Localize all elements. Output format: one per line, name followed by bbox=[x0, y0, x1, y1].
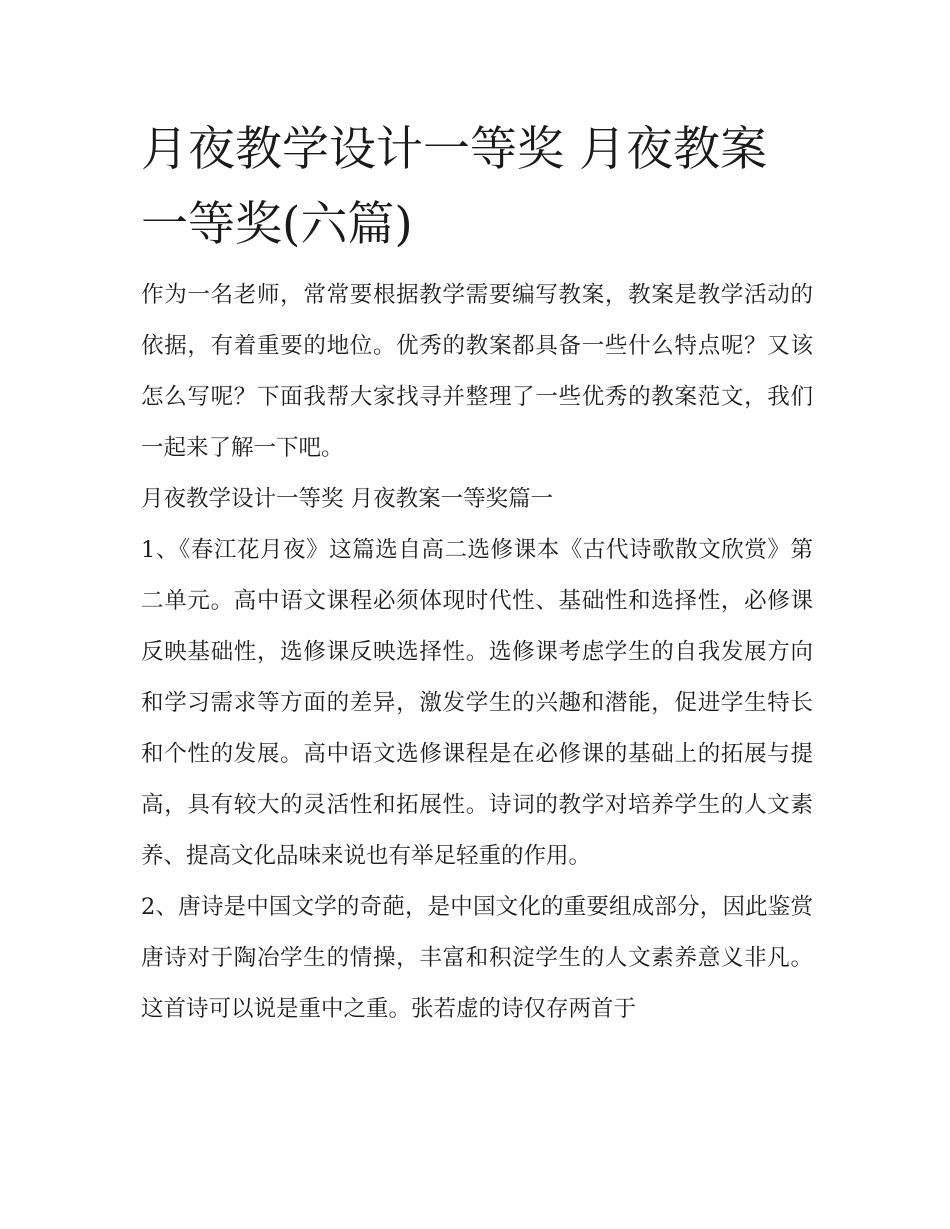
document-title: 月夜教学设计一等奖 月夜教案一等奖(六篇) bbox=[141, 122, 767, 252]
body-paragraph-2: 2、唐诗是中国文学的奇葩，是中国文化的重要组成部分，因此鉴赏唐诗对于陶冶学生的情操，丰富和积淀学生的人文素养意义非凡。这首诗可以说是重中之重。张若虚的诗仅存两首于 bbox=[141, 894, 813, 1022]
document-page bbox=[141, 112, 813, 1035]
section-heading: 月夜教学设计一等奖 月夜教案一等奖篇一 bbox=[141, 486, 554, 512]
body-paragraph-1: 1、《春江花月夜》这篇选自高二选修课本《古代诗歌散文欣赏》第二单元。高中语文课程必须体现时代性、基础性和选择性，必修课反映基础性，选修课反映选择性。选修课考虑学生的自我发展方向和学习需求等方面的差异，激发学生的兴趣和潜能，促进学生特长和个性的发展。高中语文选修课程是在必修课的基础上的拓展与提高，具有较大的灵活性和拓展性。诗词的教学对培养学生的人文素养、提高文化品味来说也有举足轻重的作用。 bbox=[141, 537, 813, 869]
intro-paragraph: 作为一名老师，常常要根据教学需要编写教案，教案是教学活动的依据，有着重要的地位。优秀的教案都具备一些什么特点呢？又该怎么写呢？下面我帮大家找寻并整理了一些优秀的教案范文，我们一起来了解一下吧。 bbox=[141, 282, 813, 461]
